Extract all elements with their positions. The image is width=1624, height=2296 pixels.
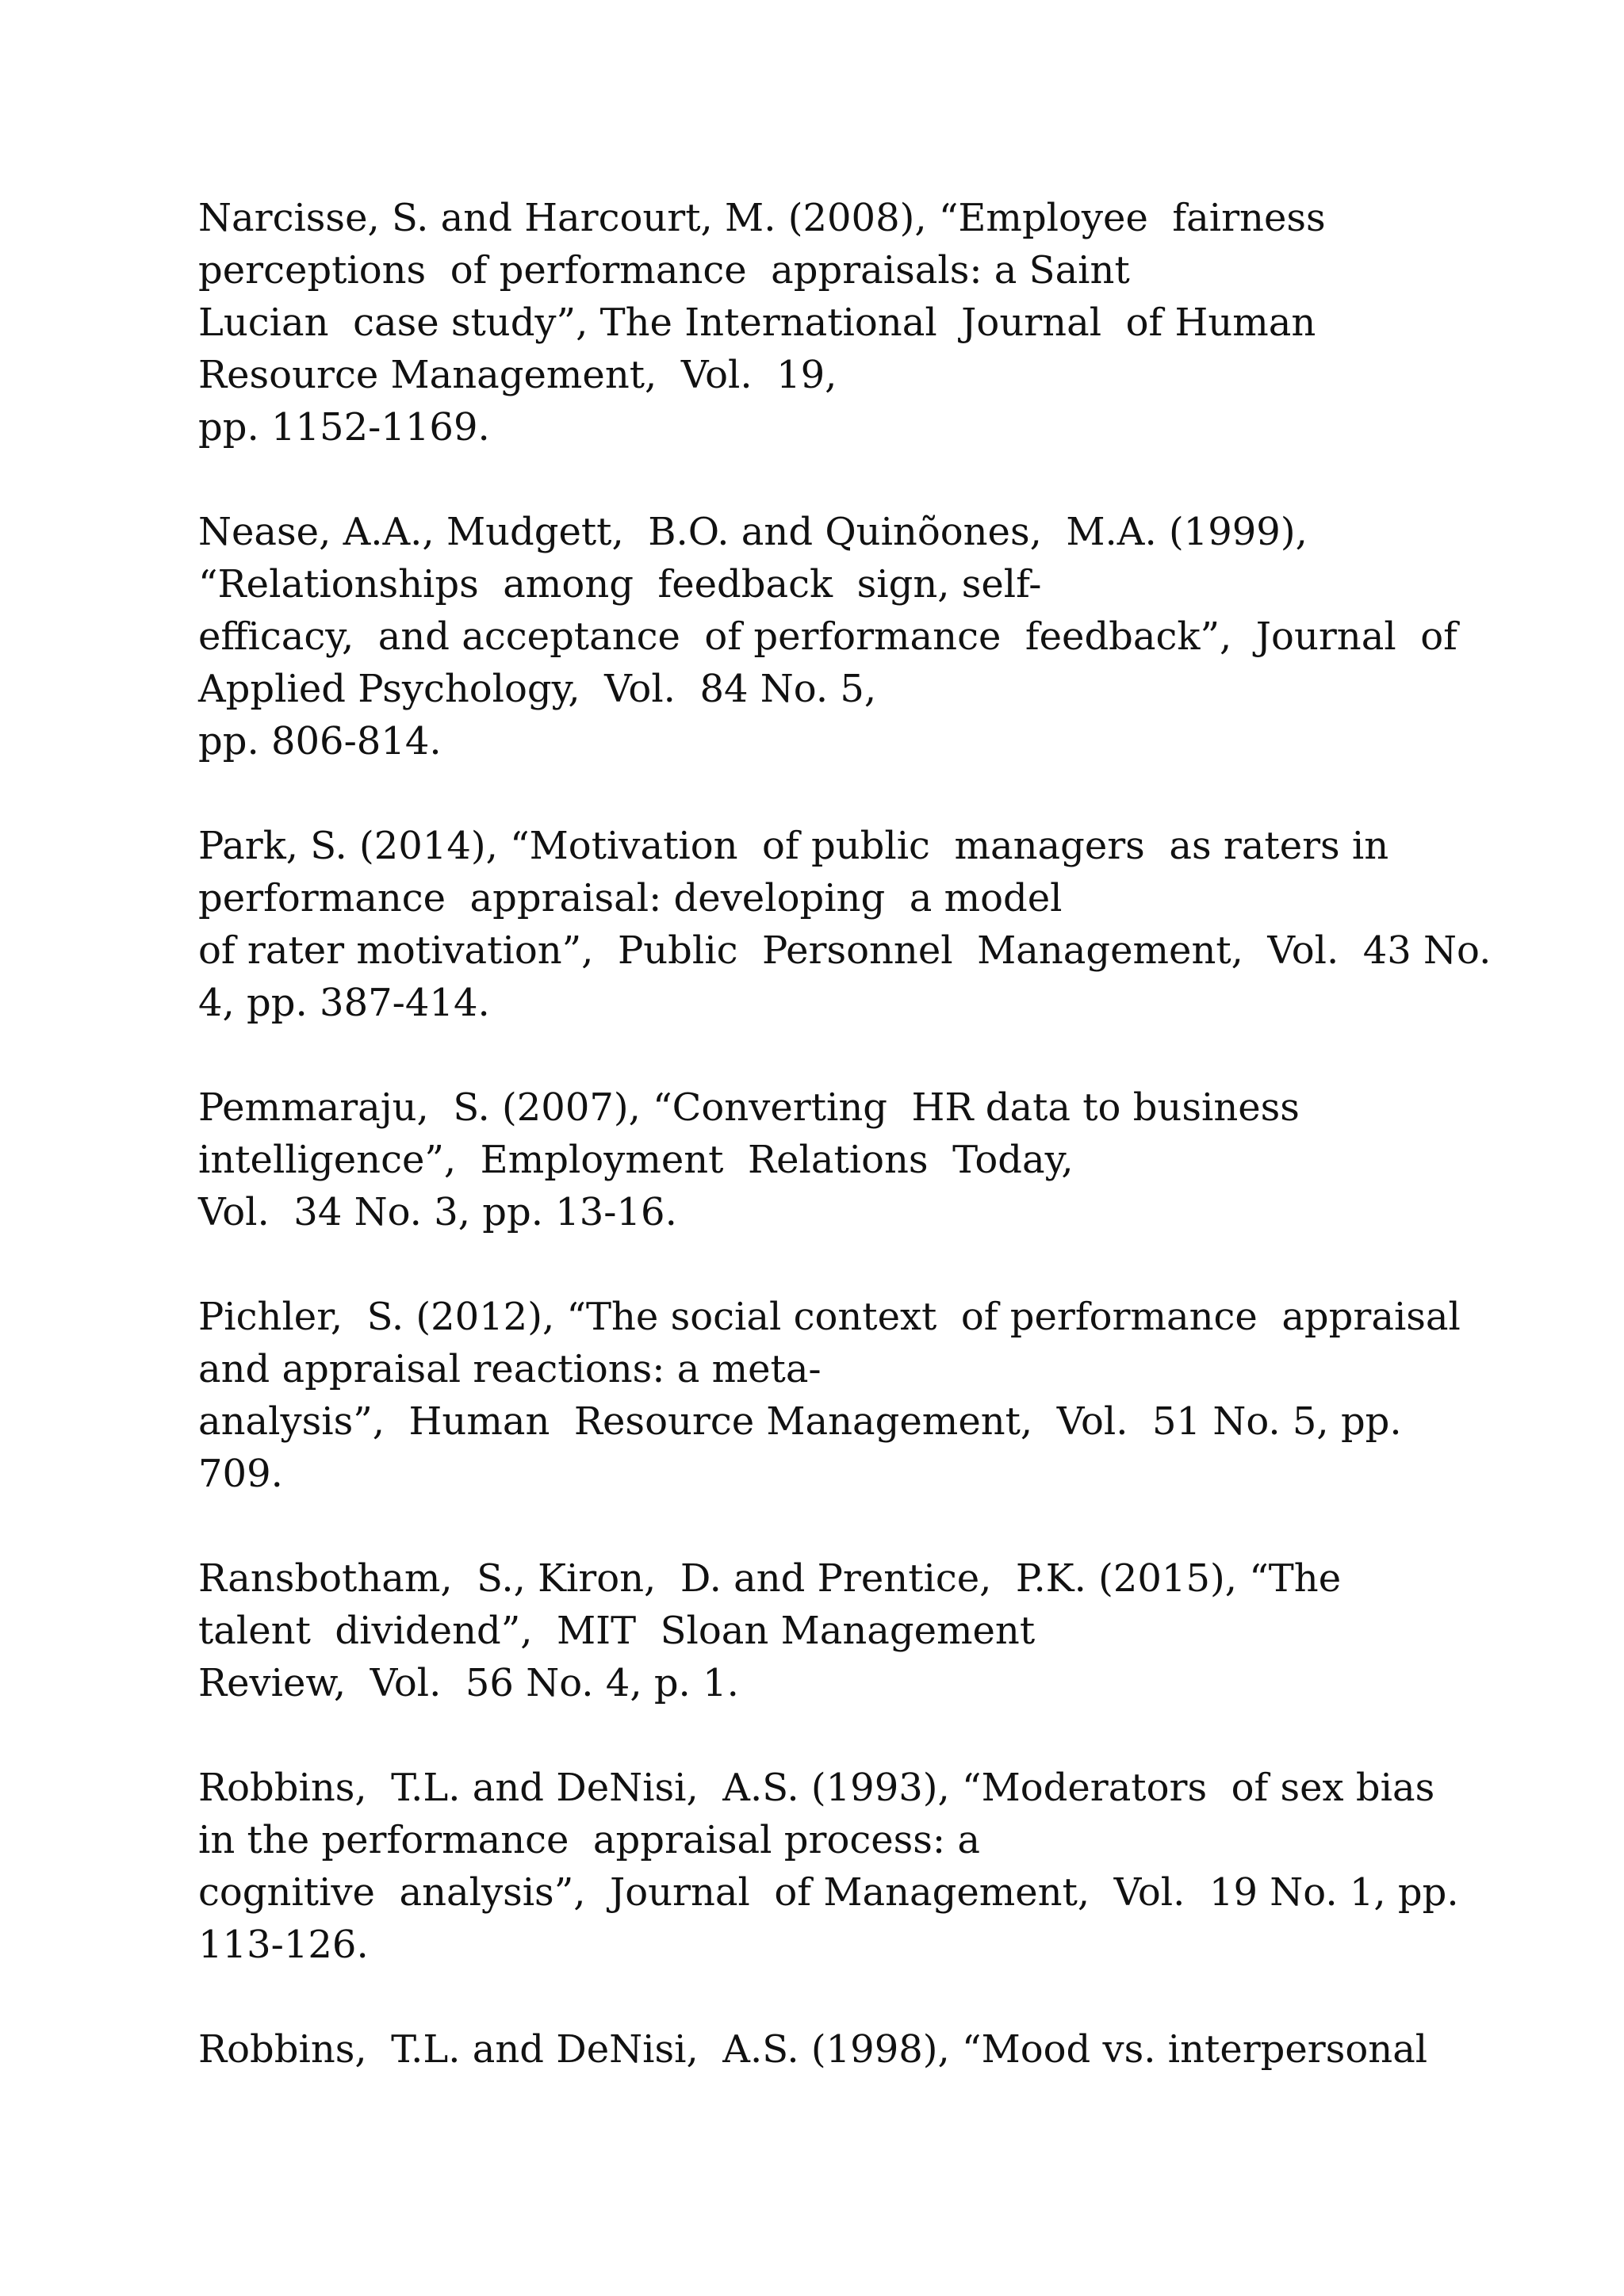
reference-line: Park, S. (2014), “Motivation of public managers as raters in [198, 824, 1389, 868]
reference-line: in the performance appraisal process: a [198, 1818, 980, 1862]
reference-line: Robbins, T.L. and DeNisi, A.S. (1993), “Moderators of sex bias [198, 1766, 1435, 1810]
reference-line: Review, Vol. 56 No. 4, p. 1. [198, 1661, 739, 1705]
reference-entry [198, 1762, 1515, 1971]
reference-line: cognitive analysis”, Journal of Management, Vol. 19 No. 1, pp. [198, 1870, 1459, 1915]
reference-line: efficacy, and acceptance of performance feedback”, Journal of [198, 614, 1457, 659]
reference-entry [198, 2023, 1515, 2076]
reference-line: Pichler, S. (2012), “The social context of performance appraisal [198, 1295, 1461, 1339]
reference-line: of rater motivation”, Public Personnel Management, Vol. 43 No. [198, 928, 1492, 973]
reference-entry [198, 192, 1515, 453]
reference-line: 4, pp. 387-414. [198, 981, 490, 1025]
reference-entry [198, 506, 1515, 767]
reference-line: talent dividend”, MIT Sloan Management [198, 1609, 1036, 1653]
reference-line: Vol. 34 No. 3, pp. 13-16. [198, 1190, 677, 1234]
reference-entry [198, 1552, 1515, 1709]
reference-line: pp. 806-814. [198, 719, 442, 763]
reference-line: 709. [198, 1452, 283, 1496]
reference-line: “Relationships among feedback sign, self- [198, 562, 1042, 607]
reference-list [198, 192, 1515, 2128]
reference-line: pp. 1152-1169. [198, 405, 490, 450]
reference-line: performance appraisal: developing a model [198, 876, 1063, 920]
reference-entry [198, 820, 1515, 1029]
reference-entry [198, 1081, 1515, 1238]
reference-line: Ransbotham, S., Kiron, D. and Prentice, P.K. (2015), “The [198, 1556, 1342, 1601]
reference-line: and appraisal reactions: a meta- [198, 1347, 822, 1391]
reference-line: analysis”, Human Resource Management, Vol. 51 No. 5, pp. [198, 1399, 1402, 1444]
reference-line: Applied Psychology, Vol. 84 No. 5, [198, 667, 877, 711]
reference-line: perceptions of performance appraisals: a Saint [198, 248, 1130, 293]
reference-line: 113-126. [198, 1923, 369, 1967]
reference-line: Robbins, T.L. and DeNisi, A.S. (1998), “Mood vs. interpersonal [198, 2027, 1428, 2072]
reference-line: Resource Management, Vol. 19, [198, 353, 837, 397]
reference-line: Lucian case study”, The International Journal of Human [198, 300, 1316, 345]
reference-line: Nease, A.A., Mudgett, B.O. and Quinõones, M.A. (1999), [198, 510, 1308, 554]
reference-line: intelligence”, Employment Relations Today, [198, 1138, 1074, 1182]
reference-line: Pemmaraju, S. (2007), “Converting HR data to business [198, 1085, 1300, 1130]
reference-entry [198, 1291, 1515, 1500]
reference-line: Narcisse, S. and Harcourt, M. (2008), “Employee fairness [198, 196, 1326, 240]
